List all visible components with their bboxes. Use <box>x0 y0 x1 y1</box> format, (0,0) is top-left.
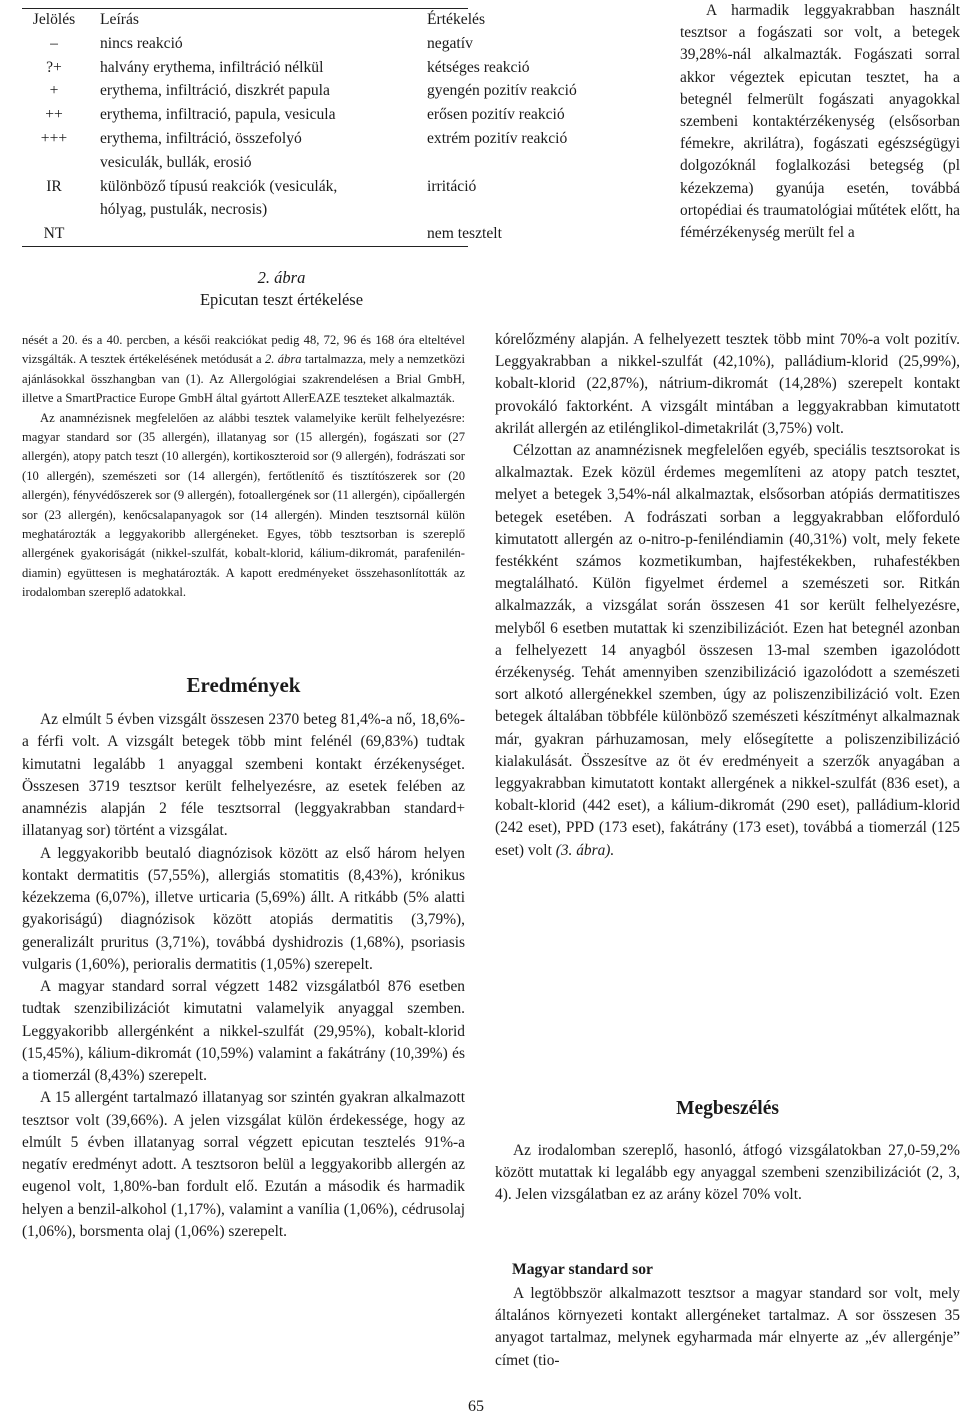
right-column-text <box>495 329 960 862</box>
row-description: nincs reakció <box>100 34 183 52</box>
results-paragraph: A magyar standard sorral végzett 1482 vizsgálatból 876 esetben tudtak szenzibilizációt kimutatni valamelyik anyaggal szemben. Leggyakoribb allergénként a nikkel-szulfát (29,95%), kobalt-klorid (15,45%), kálium-dikromát (10,59%) valamint a fakátrány (10,39%) és a tiomerzál (8,43%) szerepelt. <box>22 978 465 1084</box>
results-paragraph <box>495 440 960 862</box>
row-evaluation: kétséges reakció <box>427 58 530 76</box>
row-mark: NT <box>43 225 65 243</box>
header-description: Leírás <box>100 11 139 28</box>
methods-paragraph: Az anamnézisnek megfelelően az alábbi tesztek valamelyike került felhelyezésre: magyar standard sor (35 allergén), illatanyag sor (15 allergén), fogászati sor (27 allergén), atopy patch teszt (10 allergén), kortikoszteroid sor (9 allergén), fodrászati sor (10 allergén), szemészeti sor (14 allergén), fertőtlenítő és tisztítószerek sor (20 allergén), fényvédőszerek sor (9 allergén), fotoallergének sor (11 allergén), cipőallergén sor (23 allergén), kenőcsalapanyagok sor (14 allergén). Minden tesztsornál külön meghatározták a leggyakoribb allergéneket. Egyes, több tesztsorban is szereplő allergének gyakoriságát (nikkel-szulfát, kobalt-klorid, kálium-dikromát, parafenilén-diamin) együttesen is meghatározták. A kapott eredményeket összehasonlították az irodalomban szereplő adatokkal. <box>22 410 465 600</box>
standard-series-text <box>495 1283 960 1372</box>
methods-paragraph <box>22 331 465 409</box>
table-header-row <box>22 8 486 32</box>
results-text-part: Célzottan az anamnézisnek megfelelően egyéb, speciális tesztsorokat is alkalmaztak. Ezek közül érdemes megemlíteni az atopy patch tesztet, melyet a betegek 3,54%-nál alkalmaztak, elsősorban atópiás dermatitiszes betegek esetében. A fodrászati sorban a leggyakrabban előforduló kimutatott allergén az o-nitro-p-feniléndiamin (40,31%) volt, mely fekete festékként számos kozmetikumban, hajfestékekben, ruhafestékben megtalálható. Külön figyelmet érdemel a szemészeti sor. Ritkán alkalmazzák, a vizsgálat során összesen 41 sor került felhelyezésre, melyből 6 esetben mutattak ki szenzibilizációt. Ezen hat betegnél azonban a felhelyezett 14 anyagból összesen 13-mal szemben igazolódott érzékenység. Tehát amennyiben szenzibilizáció igazolódott a szemészeti sort alkotó allergénekkel szemben, úgy az poliszenzibilizáció volt. Ezen betegek általában többféle különböző szemészeti készítményt alkalmaznak már, gyakran párhuzamosan, mely elősegítette a poliszenzibilizáció kialakulását. Összesítve az öt év eredményeit a szerzők anyagában a leggyakrabban kimutatott kontakt allergének a nikkel-szulfát (836 eset), a kobalt-klorid (442 eset), a kálium-dikromát (290 eset), palládium-klorid (242 eset), PPD (173 eset), fakátrány (173 eset), továbbá a tiomerzál (125 eset) volt <box>495 442 960 859</box>
row-mark: +++ <box>40 129 68 147</box>
right-column-top-text <box>680 0 960 244</box>
row-description-line: hólyag, pustulák, necrosis) <box>100 201 268 219</box>
row-evaluation: nem tesztelt <box>427 225 502 243</box>
row-description: erythema, infiltració, papula, vesicula <box>100 106 336 124</box>
row-mark: IR <box>46 177 62 195</box>
discussion-text <box>495 1140 960 1207</box>
results-text <box>22 709 465 1243</box>
row-evaluation: erősen pozitív reakció <box>427 106 565 124</box>
row-description-line: különböző típusú reakciók (vesiculák, <box>100 177 338 195</box>
table-row <box>22 222 502 246</box>
results-paragraph-continued: kórelőzmény alapján. A felhelyezett tesztek több mint 70%-a volt pozitív. Leggyakrabban a nikkel-szulfát (42,10%), palládium-klorid (25,99%), kobalt-klorid (22,87%), nátrium-dikromát (14,28%) szerepelt kontakt provokáló faktorként. A vizsgált mintában a leggyakrabban kimutatott akrilát allergén az etilénglikol-dimetakrilát (3,75%) volt. <box>495 331 960 437</box>
row-evaluation: irritáció <box>427 177 477 195</box>
figure-reference: 2. ábra <box>264 352 302 367</box>
table-row <box>22 103 565 127</box>
figure-caption: Epicutan teszt értékelése <box>199 290 364 309</box>
row-evaluation: negatív <box>427 34 473 52</box>
results-paragraph: A harmadik leggyakrabban használt tesztsor a fogászati sor volt, a betegek 39,28%-nál alkalmazták. Fogászati sorral akkor végeztek epicutan tesztet, ha a betegnél felmerült fogászati anyagokkal szembeni kontaktérzékenység (elsősorban fémekre, akrilátra), fogászati egészségügyi dolgozóknál foglalkozási betegség (pl kézekzema) gyanúja esetén, továbbá ortopédiai és traumatológiai műtétek előtt, ha fémérzékenység merült fel a <box>680 2 960 242</box>
row-mark: + <box>49 82 59 100</box>
figure-reference: (3. ábra). <box>555 841 615 859</box>
table-row <box>22 79 577 103</box>
row-description-line: vesiculák, bullák, erosió <box>100 153 252 171</box>
row-mark: – <box>50 34 58 52</box>
methods-text-part: nését a 20. és a 40. percben, a késői reakciókat pedig 48, 72, 96 és 168 óra elteltével vizsgálták. A tesztek értékelésének metódusát a <box>22 333 465 367</box>
results-paragraph: A leggyakoribb beutaló diagnózisok között az első három helyen kontakt dermatitis (57,55%), allergiás stomatitis (8,43%), krónikus kézekzema (6,07%), illetve urticaria (5,69%) állt. A ritkább (5% alatti gyakoriságú) diagnózisok között atopiás dermatitis (3,79%), generalizált pruritus (3,71%), továbbá dyshidrozis (1,68%), psoriasis vulgaris (1,60%), perioralis dermatitis (1,05%) szerepelt. <box>22 844 465 973</box>
table-row <box>22 56 530 80</box>
row-mark: ?+ <box>46 58 62 76</box>
section-heading-discussion: Megbeszélés <box>676 1098 779 1119</box>
row-description <box>100 222 400 246</box>
table-row <box>22 32 473 56</box>
header-mark: Jelölés <box>32 11 76 28</box>
evaluation-table <box>22 8 577 247</box>
discussion-paragraph: Az irodalomban szereplő, hasonló, átfogó vizsgálatokban 27,0-59,2% között mutattak ki legalább egy anyaggal szembeni szenzibilizációt (2, 3, 4). Jelen vizsgálatban ez az arány közel 70% volt. <box>495 1142 960 1204</box>
methods-text-part: tartalmazza, mely a nemzetközi ajánlásokkal összhangban van (1). Az Allergológiai szakrendelésen a Brial GmbH, illetve a SmartPractice Europe GmbH által gyártott AllerEAZE teszteket alkalmazták. <box>22 352 465 406</box>
figure-number: 2. ábra <box>257 268 306 287</box>
table-row <box>22 175 477 223</box>
subsection-heading-standard-series: Magyar standard sor <box>512 1261 653 1278</box>
table-row <box>22 127 568 175</box>
header-evaluation: Értékelés <box>427 11 486 28</box>
results-paragraph: A 15 allergént tartalmazó illatanyag sor szintén gyakran alkalmazott tesztsor volt (39,66%). A jelen vizsgálat külön érdekessége, hogy az elmúlt 5 évben illatanyag sorral végzett epicutan tesztelés 91%-a negatív eredményt adott. A tesztsoron belül a leggyakoribb allergén az eugenol volt, 1,80%-ban fordult elő. Ezután a második és harmadik helyen a benzil-alkohol (1,17%), valamint a vanília (1,06%), cédrusolaj (1,06%), borsmenta olaj (1,06%) szerepelt. <box>22 1089 465 1240</box>
section-heading-results: Eredmények <box>186 673 301 697</box>
row-description-line: erythema, infiltráció, összefolyó <box>100 129 302 147</box>
page-number: 65 <box>468 1398 484 1415</box>
row-evaluation: gyengén pozitív reakció <box>427 82 577 100</box>
table-bottom-rule <box>22 246 468 247</box>
row-description: erythema, infiltráció, diszkrét papula <box>100 82 330 100</box>
row-mark: ++ <box>45 106 63 124</box>
standard-series-paragraph: A legtöbbször alkalmazott tesztsor a magyar standard sor volt, mely általános környezeti kontakt allergéneket tartalmaz. A sor összesen 35 anyagot tartalmaz, melynek egyharmada már elnyerte az „év allergénje” címet (tio- <box>495 1285 960 1369</box>
methods-text <box>22 331 465 603</box>
row-description: halvány erythema, infiltráció nélkül <box>100 58 324 76</box>
results-paragraph: Az elmúlt 5 évben vizsgált összesen 2370 beteg 81,4%-a nő, 18,6%-a férfi volt. A vizsgált betegek több mint felénél (69,83%) tudtak kimutatni legalább 1 anyaggal szembeni kontakt érzékenységet. Összesen 3719 tesztsor került felhelyezésre, az esetek felében az anamnézis alapján 2 féle tesztsorral (leggyakrabban standard+ illatanyag sor) történt a vizsgálat. <box>22 711 465 840</box>
row-evaluation: extrém pozitív reakció <box>427 129 568 147</box>
